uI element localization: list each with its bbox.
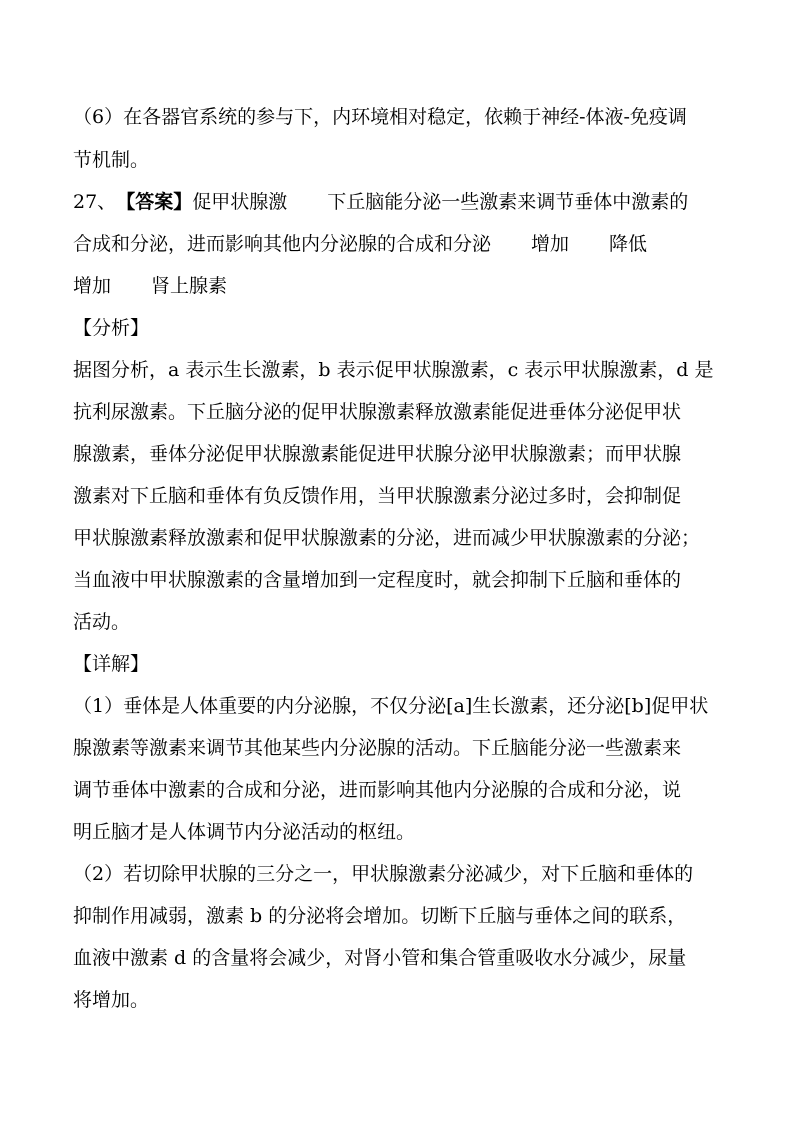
detail-heading: 【详解】	[73, 653, 150, 675]
answer-blank-3: 增加	[531, 233, 570, 255]
analysis-line-4: 激素对下丘脑和垂体有负反馈作用，当甲状腺激素分泌过多时，会抑制促	[73, 485, 682, 507]
analysis-heading: 【分析】	[73, 317, 150, 339]
detail-2-line-1: （2）若切除甲状腺的三分之一，甲状腺激素分泌减少，对下丘脑和垂体的	[73, 863, 694, 885]
answer-blank-1: 促甲状腺激	[192, 191, 288, 213]
question-27-answer-line-2	[73, 232, 647, 256]
question-27-answer-line-3	[73, 274, 227, 298]
analysis-line-6: 当血液中甲状腺激素的含量增加到一定程度时，就会抑制下丘脑和垂体的	[73, 569, 682, 591]
analysis-line-2: 抗利尿激素。下丘脑分泌的促甲状腺激素释放激素能促进垂体分泌促甲状	[73, 401, 682, 423]
analysis-line-7: 活动。	[73, 611, 131, 633]
answer-blank-6: 肾上腺素	[151, 275, 228, 297]
analysis-line-5: 甲状腺激素释放激素和促甲状腺激素的分泌，进而减少甲状腺激素的分泌；	[73, 527, 701, 549]
question-number: 27、	[73, 191, 117, 213]
answer-blank-2-part-2: 合成和分泌，进而影响其他内分泌腺的合成和分泌	[73, 233, 492, 255]
answer-heading: 【答案】	[116, 191, 193, 213]
answer-6-line-2: 节机制。	[73, 149, 150, 171]
detail-1-line-3: 调节垂体中激素的合成和分泌，进而影响其他内分泌腺的合成和分泌，说	[73, 779, 682, 801]
detail-2-line-2: 抑制作用减弱，激素 b 的分泌将会增加。切断下丘脑与垂体之间的联系，	[73, 905, 687, 927]
detail-1-line-2: 腺激素等激素来调节其他某些内分泌腺的活动。下丘脑能分泌一些激素来	[73, 737, 682, 759]
detail-1-line-4: 明丘脑才是人体调节内分泌活动的枢纽。	[73, 821, 416, 843]
answer-blank-2-part-1: 下丘脑能分泌一些激素来调节垂体中激素的	[327, 191, 689, 213]
detail-1-line-1: （1）垂体是人体重要的内分泌腺，不仅分泌[a]生长激素，还分泌[b]促甲状	[73, 695, 709, 717]
answer-blank-5: 增加	[73, 275, 112, 297]
answer-blank-4: 降低	[609, 233, 648, 255]
analysis-line-1: 据图分析，a 表示生长激素，b 表示促甲状腺激素，c 表示甲状腺激素，d 是	[73, 359, 714, 381]
detail-2-line-4: 将增加。	[73, 989, 150, 1011]
detail-2-line-3: 血液中激素 d 的含量将会减少，对肾小管和集合管重吸收水分减少，尿量	[73, 947, 687, 969]
answer-6-line-1: （6）在各器官系统的参与下，内环境相对稳定，依赖于神经-体液-免疫调	[73, 106, 687, 128]
question-27-answer-line-1	[73, 190, 688, 214]
analysis-line-3: 腺激素，垂体分泌促甲状腺激素能促进甲状腺分泌甲状腺激素；而甲状腺	[73, 443, 682, 465]
